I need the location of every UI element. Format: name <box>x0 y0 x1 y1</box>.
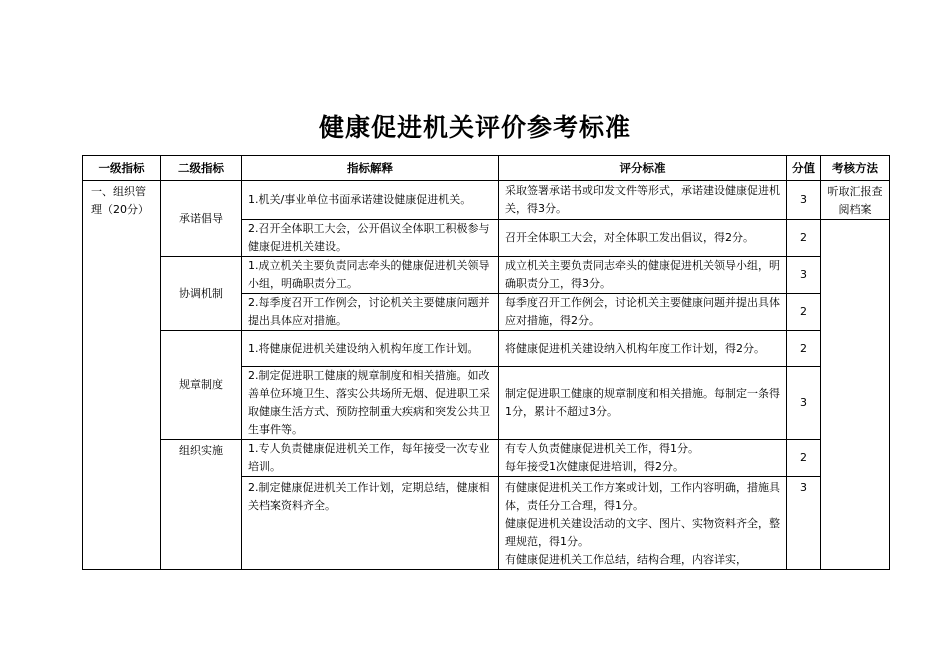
header-score: 分值 <box>787 156 821 181</box>
explain-cell: 1.将健康促进机关建设纳入机构年度工作计划。 <box>242 331 499 367</box>
explain-cell: 1.成立机关主要负责同志牵头的健康促进机关领导小组，明确职责分工。 <box>242 257 499 294</box>
standard-cell: 采取签署承诺书或印发文件等形式，承诺建设健康促进机关，得3分。 <box>499 181 787 220</box>
level2-cell: 承诺倡导 <box>161 181 242 257</box>
standard-line: 有健康促进机关工作方案或计划，工作内容明确，措施具体，责任分工合理，得1分。 <box>505 481 780 512</box>
standard-cell <box>499 440 787 477</box>
explain-cell: 2.召开全体职工大会，公开倡议全体职工积极参与健康促进机关建设。 <box>242 220 499 257</box>
level1-cell: 一、组织管理（20分） <box>83 181 161 570</box>
score-cell: 3 <box>787 257 821 294</box>
header-level1: 一级指标 <box>83 156 161 181</box>
header-explain: 指标解释 <box>242 156 499 181</box>
standard-cell: 成立机关主要负责同志牵头的健康促进机关领导小组，明确职责分工，得3分。 <box>499 257 787 294</box>
header-level2: 二级指标 <box>161 156 242 181</box>
header-row <box>83 156 890 181</box>
standard-cell <box>499 477 787 570</box>
level2-cell: 规章制度 <box>161 331 242 440</box>
evaluation-table <box>82 155 890 570</box>
explain-cell: 1.专人负责健康促进机关工作，每年接受一次专业培训。 <box>242 440 499 477</box>
score-cell: 2 <box>787 294 821 331</box>
method-empty-cell <box>821 220 890 570</box>
standard-cell: 制定促进职工健康的规章制度和相关措施。每制定一条得1分，累计不超过3分。 <box>499 367 787 440</box>
standard-line: 每年接受1次健康促进培训，得2分。 <box>505 460 684 473</box>
score-cell: 2 <box>787 440 821 477</box>
score-cell: 3 <box>787 181 821 220</box>
table-row <box>83 181 890 220</box>
explain-cell: 2.制定促进职工健康的规章制度和相关措施。如改善单位环境卫生、落实公共场所无烟、促进职工采取健康生活方式、预防控制重大疾病和突发公共卫生事件等。 <box>242 367 499 440</box>
score-cell: 3 <box>787 477 821 570</box>
score-cell: 2 <box>787 331 821 367</box>
table-row <box>83 331 890 367</box>
explain-cell: 2.每季度召开工作例会，讨论机关主要健康问题并提出具体应对措施。 <box>242 294 499 331</box>
explain-cell: 2.制定健康促进机关工作计划，定期总结，健康相关档案资料齐全。 <box>242 477 499 570</box>
header-method: 考核方法 <box>821 156 890 181</box>
standard-line: 健康促进机关建设活动的文字、图片、实物资料齐全，整理规范，得1分。 <box>505 517 780 548</box>
method-cell: 听取汇报查阅档案 <box>821 181 890 220</box>
table-row <box>83 440 890 477</box>
standard-cell: 将健康促进机关建设纳入机构年度工作计划，得2分。 <box>499 331 787 367</box>
explain-cell: 1.机关/事业单位书面承诺建设健康促进机关。 <box>242 181 499 220</box>
score-cell: 3 <box>787 367 821 440</box>
level2-cell: 协调机制 <box>161 257 242 331</box>
level2-cell: 组织实施 <box>161 440 242 570</box>
table-row <box>83 257 890 294</box>
standard-cell: 每季度召开工作例会，讨论机关主要健康问题并提出具体应对措施，得2分。 <box>499 294 787 331</box>
standard-line: 有专人负责健康促进机关工作，得1分。 <box>505 442 699 455</box>
standard-line: 有健康促进机关工作总结，结构合理，内容详实， <box>505 553 747 566</box>
standard-cell: 召开全体职工大会，对全体职工发出倡议，得2分。 <box>499 220 787 257</box>
page-title: 健康促进机关评价参考标准 <box>318 113 631 142</box>
score-cell: 2 <box>787 220 821 257</box>
header-standard: 评分标准 <box>499 156 787 181</box>
